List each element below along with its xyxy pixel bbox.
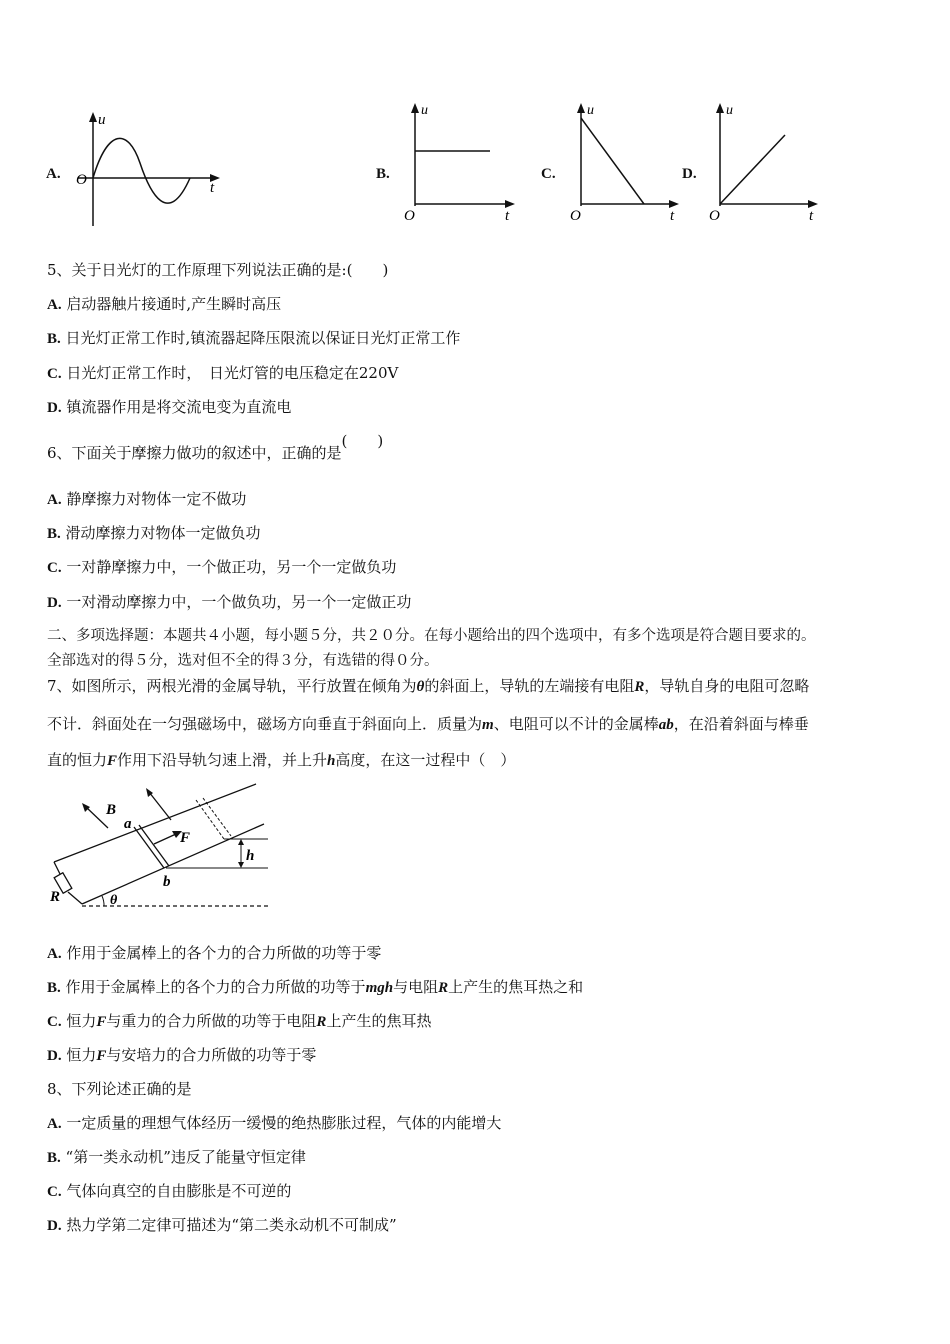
left-wire-top — [54, 862, 60, 874]
q7-option-d: D. 恒力F与安培力的合力所做的功等于零 — [47, 1046, 317, 1064]
x-arrow-icon — [808, 200, 818, 208]
graph-d-u: u — [726, 103, 733, 118]
graph-a-origin: O — [76, 172, 87, 188]
h-arrow-up-icon — [238, 839, 244, 845]
graph-a-label: A. — [46, 166, 61, 182]
graph-d-label: D. — [682, 166, 697, 182]
graph-b-origin: O — [404, 208, 415, 224]
b-arrow-right — [149, 792, 171, 820]
rod-ab-line1 — [134, 827, 164, 868]
x-arrow-icon — [505, 200, 515, 208]
q8-stem: 8、下列论述正确的是 — [47, 1080, 192, 1098]
q5-option-a: A. 启动器触片接通时,产生瞬时高压 — [47, 295, 282, 313]
rod-ab-line2 — [139, 825, 169, 866]
angle-arc — [102, 896, 104, 906]
decreasing-line — [581, 118, 644, 204]
y-arrow-icon — [577, 103, 585, 113]
increasing-line — [720, 135, 785, 204]
q5-option-b: B. 日光灯正常工作时,镇流器起降压限流以保证日光灯正常工作 — [47, 329, 461, 347]
graph-a-u: u — [98, 112, 106, 128]
section2-line1: 二、多项选择题：本题共４小题，每小题５分，共２０分。在每小题给出的四个选项中，有多个选项是符合题目要求的。 — [47, 628, 816, 644]
label-h: h — [246, 848, 255, 864]
y-arrow-icon — [411, 103, 419, 113]
force-arrow — [154, 834, 176, 844]
sine-graph — [68, 108, 228, 233]
q6-option-a: A. 静摩擦力对物体一定不做功 — [47, 490, 247, 508]
incline-figure — [46, 782, 271, 912]
q7-option-c: C. 恒力F与重力的合力所做的功等于电阻R上产生的焦耳热 — [47, 1012, 432, 1030]
constant-graph — [398, 98, 523, 226]
q8-option-b: B. “第一类永动机”违反了能量守恒定律 — [47, 1148, 306, 1166]
left-wire-bottom — [68, 892, 82, 904]
b-arrow-left-head-icon — [82, 803, 90, 812]
y-arrow-icon — [716, 103, 724, 113]
q6-option-c: C. 一对静摩擦力中，一个做正功，另一个一定做负功 — [47, 558, 397, 576]
section2-line2: 全部选对的得５分，选对但不全的得３分，有选错的得０分。 — [47, 653, 439, 669]
q5-option-c: C. 日光灯正常工作时， 日光灯管的电压稳定在220V — [47, 364, 399, 382]
decreasing-graph — [564, 98, 689, 226]
sine-curve — [93, 138, 190, 203]
rod-dashed-2 — [203, 798, 231, 836]
q7-line3: 直的恒力F作用下沿导轨匀速上滑，并上升h高度，在这一过程中（ ） — [47, 751, 516, 769]
upper-rail — [54, 784, 256, 862]
increasing-graph — [703, 98, 828, 226]
q8-option-a: A. 一定质量的理想气体经历一缓慢的绝热膨胀过程，气体的内能增大 — [47, 1114, 502, 1132]
graph-c-t: t — [670, 208, 675, 224]
graph-d-origin: O — [709, 208, 720, 224]
graph-b-t: t — [505, 208, 510, 224]
y-arrow-icon — [89, 112, 97, 122]
x-arrow-icon — [669, 200, 679, 208]
graph-d-t: t — [809, 208, 814, 224]
q7-line1: 7、如图所示，两根光滑的金属导轨，平行放置在倾角为θ的斜面上，导轨的左端接有电阻R，导轨自身的电阻可忽略 — [47, 677, 810, 695]
b-arrow-left — [86, 807, 108, 828]
q5-stem: 5、关于日光灯的工作原理下列说法正确的是:( ) — [47, 261, 389, 279]
label-r: R — [50, 889, 61, 905]
graph-c-label: C. — [541, 166, 556, 182]
h-arrow-down-icon — [238, 862, 244, 868]
q7-option-a: A. 作用于金属棒上的各个力的合力所做的功等于零 — [47, 944, 382, 962]
q8-option-d: D. 热力学第二定律可描述为“第二类永动机不可制成” — [47, 1216, 397, 1234]
rod-dashed-1 — [196, 800, 224, 839]
label-f: F — [180, 830, 191, 846]
q8-option-c: C. 气体向真空的自由膨胀是不可逆的 — [47, 1182, 292, 1200]
label-b-field: B — [106, 802, 117, 818]
graph-a-t: t — [210, 180, 215, 196]
q7-option-b: B. 作用于金属棒上的各个力的合力所做的功等于mgh与电阻R上产生的焦耳热之和 — [47, 978, 584, 996]
graph-c-origin: O — [570, 208, 581, 224]
q6-option-b: B. 滑动摩擦力对物体一定做负功 — [47, 524, 261, 542]
q7-line2: 不计．斜面处在一匀强磁场中，磁场方向垂直于斜面向上．质量为m、电阻可以不计的金属棒ab，在沿着斜面与棒垂 — [47, 715, 809, 733]
q6-option-d: D. 一对滑动摩擦力中，一个做负功，另一个一定做正功 — [47, 593, 412, 611]
label-b-point: b — [163, 874, 171, 890]
label-a: a — [124, 816, 132, 832]
label-theta: θ — [110, 893, 118, 908]
q6-stem: 6、下面关于摩擦力做功的叙述中，正确的是( ) — [47, 432, 384, 462]
graph-c-u: u — [587, 103, 594, 118]
graph-b-u: u — [421, 103, 428, 118]
q5-option-d: D. 镇流器作用是将交流电变为直流电 — [47, 398, 292, 416]
graph-b-label: B. — [376, 166, 390, 182]
q6-paren: ( ) — [341, 432, 384, 450]
